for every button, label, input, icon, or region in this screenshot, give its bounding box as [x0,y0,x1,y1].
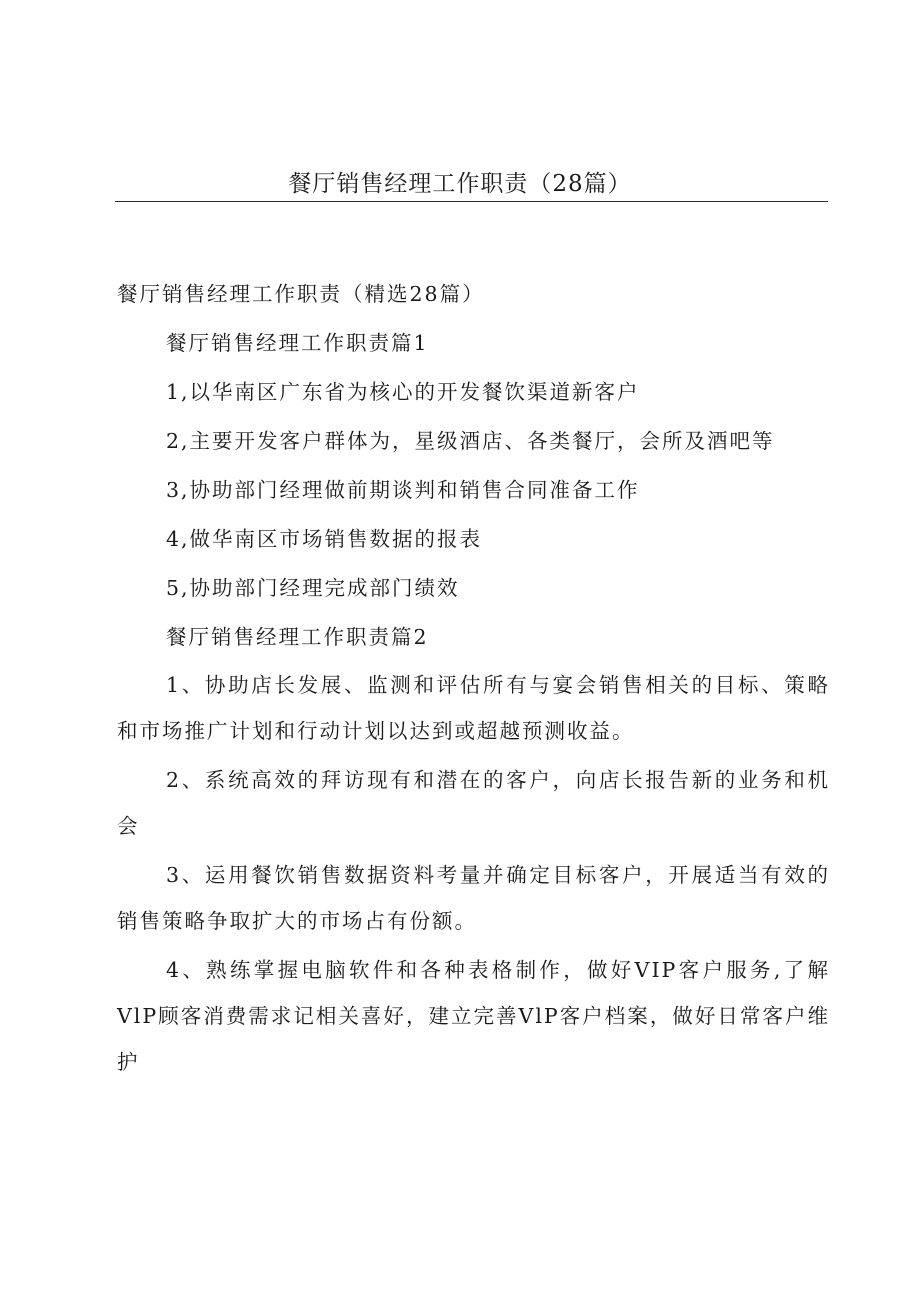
section-2-item: 4、熟练掌握电脑软件和各种表格制作，做好VIP客户服务,了解VlP顾客消费需求记相关喜好，建立完善VlP客户档案，做好日常客户维护 [117,958,830,1074]
document-title: 餐厅销售经理工作职责（28篇） [288,171,632,197]
section-1-item: 3,协助部门经理做前期谈判和销售合同准备工作 [166,478,640,502]
section-2-item: 3、运用餐饮销售数据资料考量并确定目标客户，开展适当有效的销售策略争取扩大的市场占有份额。 [117,863,830,933]
section-1-item: 4,做华南区市场销售数据的报表 [166,527,483,551]
title-underline [115,201,828,202]
section-heading-1: 餐厅销售经理工作职责篇1 [166,331,429,355]
section-2-item: 2、系统高效的拜访现有和潜在的客户，向店长报告新的业务和机会 [117,768,830,838]
section-2-item: 1、协助店长发展、监测和评估所有与宴会销售相关的目标、策略和市场推广计划和行动计划以达到或超越预测收益。 [117,673,830,743]
section-1-item: 5,协助部门经理完成部门绩效 [166,576,460,600]
document-subtitle: 餐厅销售经理工作职责（精选28篇） [117,282,485,306]
section-1-item: 1,以华南区广东省为核心的开发餐饮渠道新客户 [166,380,640,404]
section-1-item: 2,主要开发客户群体为，星级酒店、各类餐厅，会所及酒吧等 [166,429,775,453]
section-heading-2: 餐厅销售经理工作职责篇2 [166,625,429,649]
document-body [117,270,830,1088]
